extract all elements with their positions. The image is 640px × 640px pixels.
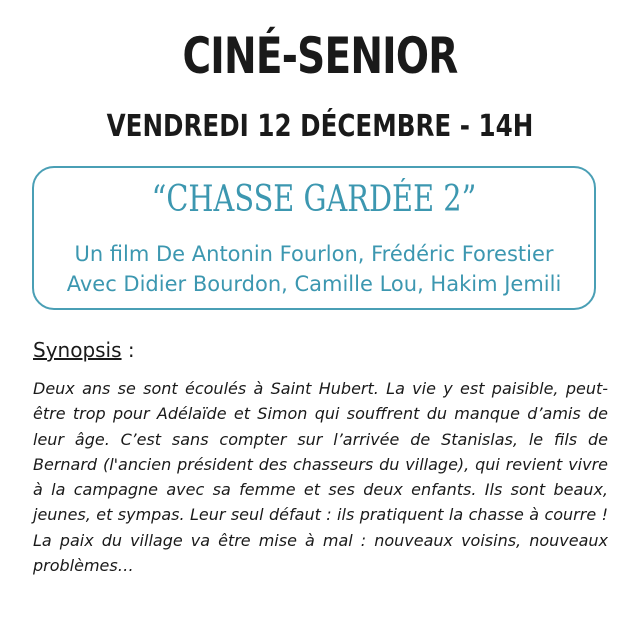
event-title: CINÉ-SENIOR [182, 27, 458, 85]
synopsis-separator: : [121, 338, 135, 362]
event-date-time: VENDREDI 12 DÉCEMBRE - 14H [106, 109, 534, 144]
film-cast-line: Avec Didier Bourdon, Camille Lou, Hakim Jemili [66, 272, 562, 296]
film-director-line: Un film De Antonin Fourlon, Frédéric Forestier [74, 242, 554, 266]
synopsis-label: Synopsis [33, 338, 122, 362]
film-info-box [32, 166, 596, 310]
synopsis-heading [33, 336, 135, 364]
synopsis-text: Deux ans se sont écoulés à Saint Hubert. La vie y est paisible, peut-être trop pour Adélaïde et Simon qui souffrent du manque d’amis de leur âge. C’est sans compter sur l’arrivée de Stanislas, le fils de Bernard (l'ancien président des chasseurs du village), qui revient vivre à la campagne avec sa femme et ses deux enfants. Ils sont beaux, jeunes, et sympas. Leur seul défaut : ils pratiquent la chasse à courre ! La paix du village va être mise à mal : nouveaux voisins, nouveaux problèmes… [33, 379, 608, 576]
film-title: “CHASSE GARDÉE 2” [151, 179, 477, 220]
